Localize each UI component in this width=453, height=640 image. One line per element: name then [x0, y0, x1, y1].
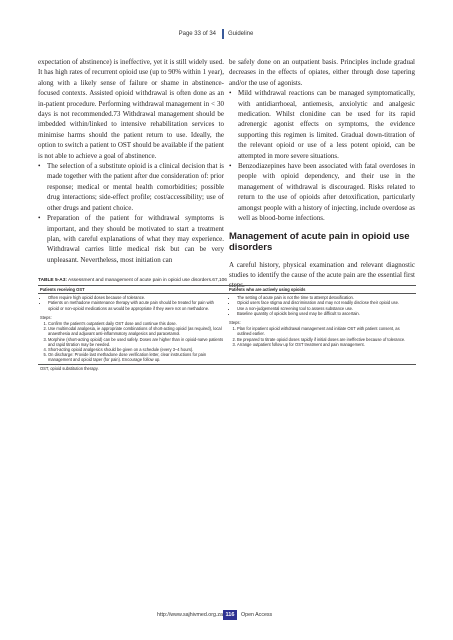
page-label: Page 33 of 34	[178, 31, 216, 37]
table-header-ost: Patients receiving OST	[38, 286, 227, 294]
table-cell-active-users	[227, 294, 416, 364]
table-header-active-users: Patients who are actively using opioids	[227, 286, 416, 294]
page-header	[0, 31, 453, 41]
list-item: • Baseline quantity of opioids being used may be difficult to ascertain.	[237, 311, 414, 316]
list-item: 3. Morphine (short-acting opioid) can be used safely. Doses are higher than in opioid-naïve patients and rapid titration may be needed.	[48, 337, 225, 347]
header-divider	[222, 29, 224, 39]
table-cell-ost	[38, 294, 227, 364]
journal-url-link[interactable]: http://www.sajhivmed.org.za	[157, 612, 223, 618]
list-item: • Opioid users face stigma and discrimination and may not readily disclose their opioid use.	[237, 300, 414, 305]
section-label: Guideline	[228, 31, 254, 37]
list-item: 1. Plan for inpatient opioid withdrawal management and initiate OST with patient consent, as outlined earlier.	[237, 326, 414, 336]
list-item: 5. On discharge: Provide last methadone dose verification letter, clear instructions for pain management and opioid taper (for pain). Encourage follow up.	[48, 352, 225, 362]
acute-pain-paragraph: A careful history, physical examination and relevant diagnostic studies to identify the cause of the acute pain are the essential first steps.	[229, 260, 415, 290]
list-item: • Patients on methadone maintenance therapy with acute pain should be treated for pain with opioid or non-opioid medications as would be appropriate if they were not on methadone.	[48, 300, 225, 310]
right-intro-paragraph: be safely done on an outpatient basis. Principles include gradual decreases in the effects of opiates, either through dose tapering and/or the use of agonists.	[229, 58, 415, 87]
list-item: 4. Short-acting opioid analgesics should be given on a schedule (every 3–4 hours).	[48, 347, 225, 352]
assessment-table	[38, 285, 416, 372]
list-item: 2. Be prepared to titrate opioid doses rapidly if initial doses are ineffective because of tolerance.	[237, 337, 414, 342]
page-footer	[0, 611, 453, 621]
list-item: 2. Use multimodal analgesia, ie appropriate combinations of short-acting opioid (as required), local anaesthesia and adjuvant anti-inflammatory analgesics and paracetamol.	[48, 326, 225, 336]
list-item: • Mild withdrawal reactions can be managed symptomatically, with antidiarrhoeal, antiemesis, anxiolytic and analgesic medication. Whilst clonidine can be used for its rapid adrenergic agonist effects on symptoms, the evidence supporting this regimen is limited. Gradual down-titration of the relevant opioid or use of a less potent opioid, can be attempted in more severe situations.	[229, 88, 415, 161]
table-caption-text: Assessment and management of acute pain in opioid use disorders.67,106	[66, 278, 227, 283]
table-footnote: OST, opioid substitution therapy.	[38, 364, 416, 372]
left-column	[38, 57, 224, 265]
left-intro-paragraph: expectation of abstinence) is ineffective, yet it is still widely used. It has high rates of recurrent opioid use (up to 90% within 1 year), along with a likely sense of failure or shame in abstinence-focused contexts. Assisted opioid withdrawal is often done as an in-patient procedure. Performing withdrawal management in < 30 days is not recommended.73 Withdrawal management should be imbedded within/linked to intensive rehabilitation services to minimise harms should the patient return to use. Ideally, the option to switch a patient to OST should be available if the patient is not able to achieve a goal of abstinence.	[38, 58, 224, 160]
list-item: • Preparation of the patient for withdrawal symptoms is important, and they should be motivated to start a treatment plan, with careful explanations of what they may experience. Withdrawal carries little medical risk but can be very unpleasant. Nevertheless, most initiation can	[38, 213, 224, 265]
list-item: • The setting of acute pain is not the time to attempt detoxification.	[237, 295, 414, 300]
list-item: • The selection of a substitute opioid is a clinical decision that is made together with the patient after due consideration of: prior response; medical or mental health comorbidities; possible drug interactions; side-effect profile; cost/accessibility; use of other drugs and patient choice.	[38, 161, 224, 213]
right-bullet-list	[229, 88, 415, 223]
list-item: 1. Confirm the patient's outpatient daily OST dose and continue this dose.	[48, 321, 225, 326]
list-item: • Use a non-judgemental screening tool to assess substance use.	[237, 306, 414, 311]
page-number-badge: 116	[223, 610, 237, 620]
steps-label: Steps:	[229, 320, 241, 326]
list-item: 3. Arrange outpatient follow up for OST treatment and pain management.	[237, 342, 414, 347]
steps-label: Steps:	[40, 314, 52, 320]
right-column	[229, 57, 415, 291]
section-heading: Management of acute pain in opioid use disorders	[229, 230, 410, 253]
list-item: • Often require high opioid doses because of tolerance.	[48, 295, 225, 300]
table-caption-label: TABLE 5-A3:	[38, 278, 67, 283]
table-caption	[38, 278, 418, 283]
open-access-label: Open Access	[241, 612, 273, 618]
left-bullet-list	[38, 161, 224, 265]
list-item: • Benzodiazepines have been associated with fatal overdoses in people with opioid dependency, and their use in the management of withdrawal is discouraged. Risks related to return to the use of opioids after detoxification, particularly amongst people with a history of injecting, include overdose as well as blood-borne infections.	[229, 161, 415, 223]
